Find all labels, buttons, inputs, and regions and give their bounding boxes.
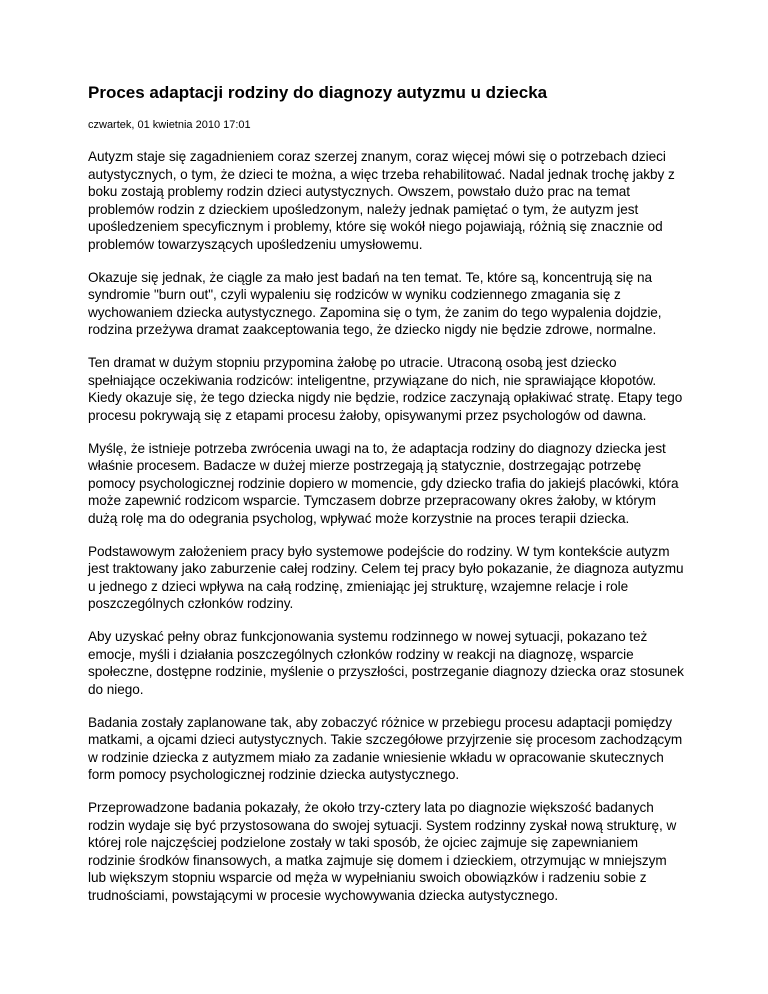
- article-paragraph-6: Aby uzyskać pełny obraz funkcjonowania systemu rodzinnego w nowej sytuacji, pokazano też emocje, myśli i działania poszczególnych członków rodziny w reakcji na diagnozę, wsparcie społeczne, dostępne rodzinie, myślenie o przyszłości, postrzeganie diagnozy dziecka oraz stosunek do niego.: [88, 629, 684, 697]
- article-paragraph-5: Podstawowym założeniem pracy było systemowe podejście do rodziny. W tym kontekście autyzm jest traktowany jako zaburzenie całej rodziny. Celem tej pracy było pokazanie, że diagnoza autyzmu u jednego z dzieci wpływa na całą rodzinę, zmieniając jej strukturę, wzajemne relacje i role poszczególnych członków rodziny.: [88, 543, 684, 611]
- article-paragraph-4: Myślę, że istnieje potrzeba zwrócenia uwagi na to, że adaptacja rodziny do diagnozy dziecka jest właśnie procesem. Badacze w dużej mierze postrzegają ją statycznie, dostrzegając potrzebę pomocy psychologicznej rodzinie dopiero w momencie, gdy dziecko trafia do jakiejś placówki, która może zapewnić rodzicom wsparcie. Tymczasem dobrze przepracowany okres żałoby, w którym dużą rolę ma do odegrania psycholog, wpływać może korzystnie na proces terapii dziecka.: [88, 440, 679, 526]
- article-paragraph-7: Badania zostały zaplanowane tak, aby zobaczyć różnice w przebiegu procesu adaptacji pomiędzy matkami, a ojcami dzieci autystycznych. Takie szczegółowe przyjrzenie się procesom zachodzącym w rodzinie dziecka z autyzmem miało za zadanie wniesienie wkładu w opracowanie skutecznych form pomocy psychologicznej rodzinie dziecka autystycznego.: [88, 714, 683, 782]
- article-paragraph-1: Autyzm staje się zagadnieniem coraz szerzej znanym, coraz więcej mówi się o potrzebach dzieci autystycznych, o tym, że dzieci te można, a więc trzeba rehabilitować. Nadal jednak trochę jakby z boku zostają problemy rodzin dzieci autystycznych. Owszem, powstało dużo prac na temat problemów rodzin z dzieckiem upośledzonym, należy jednak pamiętać o tym, że autyzm jest upośledzeniem specyficznym i problemy, które się wokół niego pojawiają, różnią się znacznie od problemów towarzyszących upośledzeniu umysłowemu.: [88, 149, 675, 252]
- article-title: Proces adaptacji rodziny do diagnozy autyzmu u dziecka: [88, 83, 548, 102]
- article: [88, 82, 686, 920]
- article-paragraph-8: Przeprowadzone badania pokazały, że około trzy-cztery lata po diagnozie większość badanych rodzin wydaje się być przystosowana do swojej sytuacji. System rodzinny zyskał nową strukturę, w której role najczęściej podzielone zostały w taki sposób, że ojciec zajmuje się zapewnianiem rodzinie środków finansowych, a matka zajmuje się domem i dzieckiem, otrzymując w mniejszym lub większym stopniu wsparcie od męża w wypełnianiu swoich obowiązków i radzeniu sobie z trudnościami, powstającymi w procesie wychowywania dziecka autystycznego.: [88, 800, 677, 903]
- article-date: czwartek, 01 kwietnia 2010 17:01: [88, 119, 251, 131]
- article-paragraph-2: Okazuje się jednak, że ciągle za mało jest badań na ten temat. Te, które są, koncentrują się na syndromie "burn out", czyli wypaleniu się rodziców w wyniku codziennego zmagania się z wychowaniem dziecka autystycznego. Zapomina się o tym, że zanim do tego wypalenia dojdzie, rodzina przeżywa dramat zaakceptowania tego, że dziecko nigdy nie będzie zdrowe, normalne.: [88, 269, 662, 337]
- article-paragraph-3: Ten dramat w dużym stopniu przypomina żałobę po utracie. Utraconą osobą jest dziecko spełniające oczekiwania rodziców: inteligentne, przywiązane do nich, nie sprawiające kłopotów. Kiedy okazuje się, że tego dziecka nigdy nie będzie, rodzice zaczynają opłakiwać stratę. Etapy tego procesu pokrywają się z etapami procesu żałoby, opisywanymi przez psychologów od dawna.: [88, 355, 683, 423]
